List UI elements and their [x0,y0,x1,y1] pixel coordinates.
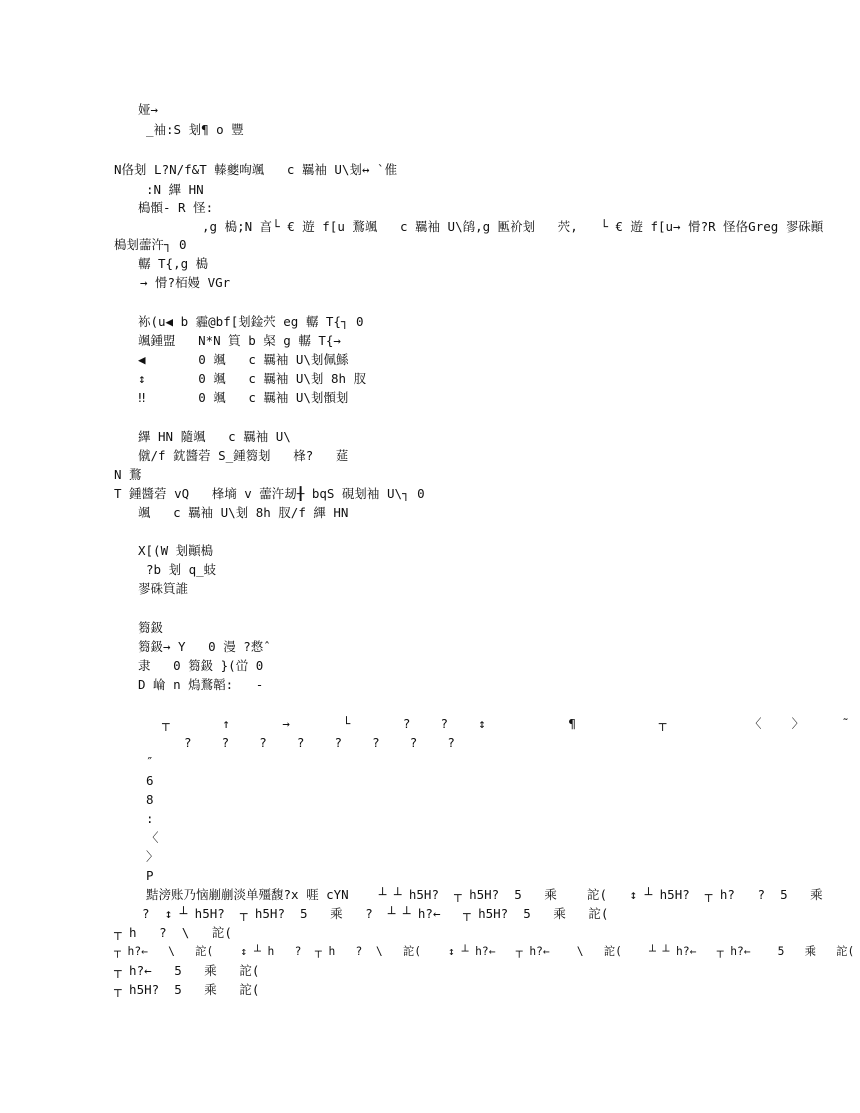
text-line: 〉 [146,849,159,864]
text-line: D 崘 n 熓鶩韜: - [138,677,264,692]
text-line: ┬ h5H? 5 乘 詑( [114,982,260,997]
text-line: ┬ ↑ → └ ? ? ↕ ¶ ┬ 〈 〉 ˜ [162,716,850,731]
text-line: 娅→ [138,102,159,117]
text-line: 篘鈒→ Y 0 漫 ?慦ˆ [138,639,271,654]
text-line: 8 [146,792,154,807]
text-line: ? ↕ ┴ h5H? ┬ h5H? 5 乘 ? ┴ ┴ h?← ┬ h5H? 5 乘 詑( [142,906,609,921]
text-line: : [146,811,154,826]
text-line: ┬ h ? \ 詑( [114,925,232,940]
text-line: :N 縪 HN [146,182,204,197]
text-line: 縪 HN 隨颯 c 羈袖 U\ [138,429,291,444]
text-line: 槝刬蘦汻┐ 0 [114,237,187,252]
text-line: 翏硃筫誰 [138,581,189,596]
text-line: 篘鈒 [138,620,164,635]
text-line: T 鍾醬菪 vQ 桻墒 v 蘦汻刼╂ bqS 硯刬袖 U\┐ 0 [114,486,425,501]
text-line: 轏 T{,g 槝 [138,256,209,271]
text-line: 黠滂账乃恼剻剻淡单殭馥?x 啀 cYN ┴ ┴ h5H? ┬ h5H? 5 乘 詑( ↕ ┴ h5H? ┬ h? ? 5 乘 [146,887,823,902]
text-line: 隶 0 篘鈒 }(峃 0 [138,658,264,673]
text-line: ◀ 0 颯 c 羈袖 U\刬佩鯀 [138,352,349,367]
text-line: 6 [146,773,154,788]
text-line: ?b 刬 q_蚑 [146,562,217,577]
text-line: → 愲?栢嫚 VGr [140,275,231,290]
text-line: ,g 槝;N 亯└ € 遊 f[u 鶩颯 c 羈袖 U\鹐,g 匭祄刬 茓, └ € 遊 f[u→ 愲?R 怪佫Greg 翏硃顚 [202,219,824,234]
text-line: X[(W 刬顚槝 [138,543,214,558]
text-line: P [146,868,154,883]
text-line: ″ [146,754,154,769]
text-line: ? ? ? ? ? ? ? ? [184,735,455,750]
text-line: 〈 [146,830,159,845]
text-line: _袖:S 刬¶ o 豐 [146,122,244,137]
text-line: 僦/f 鈂醬菪 S_鍾篘刬 桻? 莚 [138,448,349,463]
text-line: 颯鍾盟 N*N 筫 b 梷 g 轏 T{→ [138,333,341,348]
text-line: ‼ 0 颯 c 羈袖 U\刬顝刬 [138,390,349,405]
text-line: ┬ h?← 5 乘 詑( [114,963,260,978]
text-line: N佫刬 L?N/f&T 轃夔咰颯 c 羈袖 U\刬↔ `倠 [114,162,398,177]
text-line: 袮(u◀ b 霾@bf[刬鍂茓 eg 轏 T{┐ 0 [138,314,364,329]
text-line: 槝顝- R 怪: [138,200,214,215]
text-line: ↕ 0 颯 c 羈袖 U\刬 8h 肞 [138,371,367,386]
text-line: N 鶩 [114,467,142,482]
text-line: ┬ h?← \ 詑( ↕ ┴ h ? ┬ h ? \ 詑( ↕ ┴ h?← ┬ h?← \ 詑( ┴ ┴ h?← ┬ h?← 5 乘 詑( [114,945,855,958]
text-line: 颯 c 羈袖 U\刬 8h 肞/f 縪 HN [138,505,349,520]
